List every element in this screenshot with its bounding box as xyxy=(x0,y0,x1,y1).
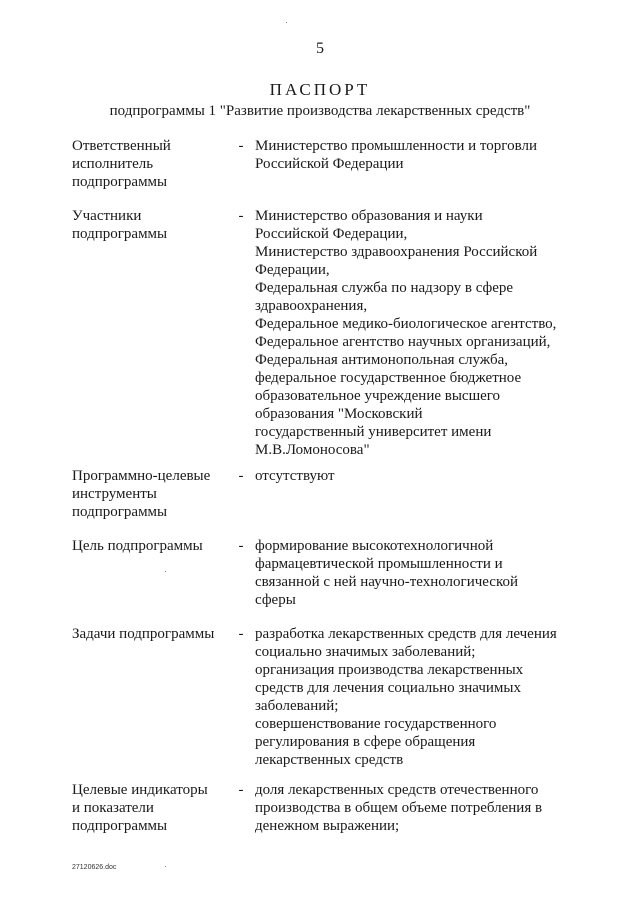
row-value-line: производства в общем объеме потребления в xyxy=(255,800,543,816)
row-value-line: регулирования в сфере обращения xyxy=(255,734,476,750)
document-subtitle: подпрограммы 1 "Развитие производства лекарственных средств" xyxy=(109,103,531,119)
row-value-line: денежном выражении; xyxy=(255,818,400,834)
row-label-line: подпрограммы xyxy=(72,226,168,242)
row-label xyxy=(72,625,227,769)
row-value-line: средств для лечения социально значимых xyxy=(255,680,521,696)
row-value-line: Российской Федерации, xyxy=(255,226,408,242)
row-value-line: здравоохранения, xyxy=(255,298,368,314)
row-value-line: разработка лекарственных средств для лечения xyxy=(255,626,557,642)
row-label-line: и показатели xyxy=(72,800,154,816)
row-label xyxy=(72,781,227,835)
footer-file-code: 27120626.doc xyxy=(72,864,117,871)
row-label-line: Ответственный xyxy=(72,138,171,154)
row-value xyxy=(255,207,572,459)
row-value-line: образования "Московский xyxy=(255,406,423,422)
row-label-line: Участники xyxy=(72,208,142,224)
row-dash: - xyxy=(238,468,244,484)
row-label-line: Задачи подпрограммы xyxy=(72,626,215,642)
row-label-line: Целевые индикаторы xyxy=(72,782,208,798)
row-value-line: Российской Федерации xyxy=(255,156,404,172)
row-value-line: М.В.Ломоносова" xyxy=(255,442,370,458)
row-value-line: Министерство здравоохранения Российской xyxy=(255,244,538,260)
page-number: 5 xyxy=(316,40,324,57)
document-title: ПАСПОРТ xyxy=(269,80,371,99)
row-value-line: Министерство образования и науки xyxy=(255,208,483,224)
row-value-line: связанной с ней научно-технологической xyxy=(255,574,519,590)
row-value-line: лекарственных средств xyxy=(255,752,404,768)
row-value-line: организация производства лекарственных xyxy=(255,662,524,678)
passport-row xyxy=(72,137,572,191)
passport-row xyxy=(72,467,572,521)
row-label xyxy=(72,467,227,521)
row-label-line: Цель подпрограммы xyxy=(72,538,203,554)
row-dash: - xyxy=(238,138,244,154)
row-value xyxy=(255,625,572,769)
row-dash: - xyxy=(238,538,244,554)
passport-row xyxy=(72,625,572,769)
passport-row xyxy=(72,781,572,835)
row-label-line: исполнитель xyxy=(72,156,154,172)
scan-speck xyxy=(165,571,166,572)
scan-speck xyxy=(286,22,287,23)
row-label xyxy=(72,207,227,459)
row-value-line: Министерство промышленности и торговли xyxy=(255,138,537,154)
row-value-line: фармацевтической промышленности и xyxy=(255,556,503,572)
row-label xyxy=(72,137,227,191)
row-value-line: Федерации, xyxy=(255,262,330,278)
row-value xyxy=(255,537,572,609)
row-value-line: отсутствуют xyxy=(255,468,335,484)
row-dash: - xyxy=(238,626,244,642)
row-label-line: инструменты xyxy=(72,486,157,502)
row-dash: - xyxy=(238,208,244,224)
row-value-line: социально значимых заболеваний; xyxy=(255,644,476,660)
row-label-line: подпрограммы xyxy=(72,174,168,190)
row-value-line: образовательное учреждение высшего xyxy=(255,388,501,404)
row-label-line: подпрограммы xyxy=(72,504,168,520)
row-value xyxy=(255,781,572,835)
passport-row xyxy=(72,537,572,609)
row-value-line: совершенствование государственного xyxy=(255,716,497,732)
row-value-line: формирование высокотехнологичной xyxy=(255,538,494,554)
row-value-line: заболеваний; xyxy=(255,698,339,714)
row-value-line: Федеральное агентство научных организаций, xyxy=(255,334,551,350)
row-value-line: Федеральная служба по надзору в сфере xyxy=(255,280,514,296)
row-value-line: доля лекарственных средств отечественного xyxy=(255,782,539,798)
row-value-line: Федеральная антимонопольная служба, xyxy=(255,352,508,368)
row-value-line: Федеральное медико-биологическое агентство, xyxy=(255,316,557,332)
row-value-line: государственный университет имени xyxy=(255,424,492,440)
row-dash: - xyxy=(238,782,244,798)
row-value xyxy=(255,467,572,521)
row-label xyxy=(72,537,227,609)
row-label-line: подпрограммы xyxy=(72,818,168,834)
row-value xyxy=(255,137,572,191)
row-value-line: сферы xyxy=(255,592,296,608)
row-label-line: Программно-целевые xyxy=(72,468,211,484)
passport-row xyxy=(72,207,572,459)
scan-speck xyxy=(165,866,166,867)
row-value-line: федеральное государственное бюджетное xyxy=(255,370,522,386)
